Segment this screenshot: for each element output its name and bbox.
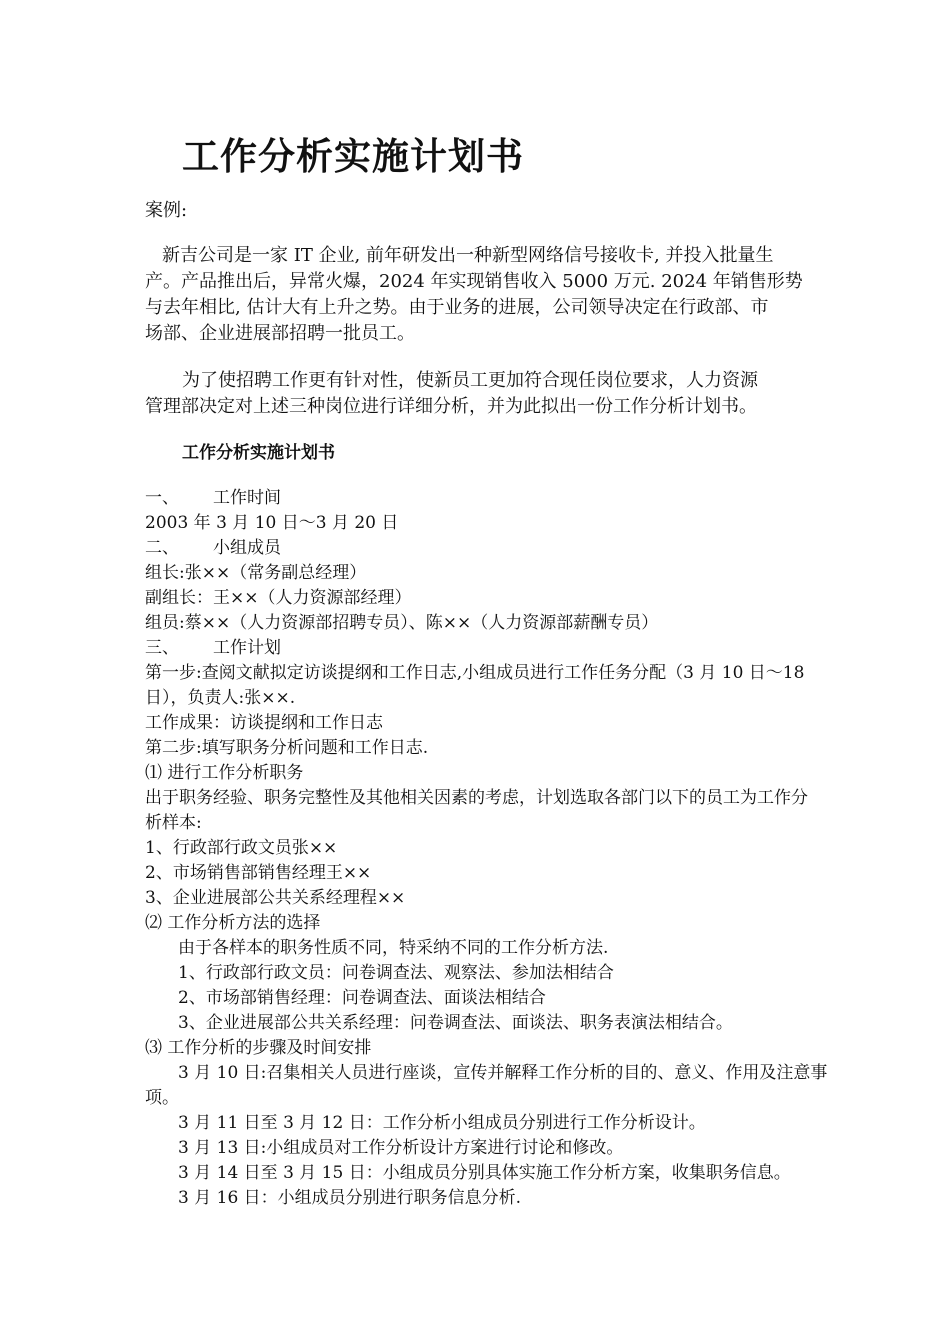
schedule-item: 3 月 13 日:小组成员对工作分析设计方案进行讨论和修改。 xyxy=(178,1138,624,1158)
method-item: 1、行政部行政文员：问卷调查法、观察法、参加法相结合 xyxy=(178,963,614,983)
sample-item: 3、企业进展部公共关系经理程×× xyxy=(145,888,406,908)
step1-line-2: 日），负责人:张××. xyxy=(145,688,296,708)
item1-heading: ⑴ 进行工作分析职务 xyxy=(145,763,304,783)
method-item: 2、市场部销售经理：问卷调查法、面谈法相结合 xyxy=(178,988,546,1008)
item1-text-2: 析样本: xyxy=(145,813,202,833)
work-result: 工作成果：访谈提纲和工作日志 xyxy=(145,713,383,733)
item1-text-1: 出于职务经验、职务完整性及其他相关因素的考虑，计划选取各部门以下的员工为工作分 xyxy=(145,788,808,808)
members-line: 组员:蔡××（人力资源部招聘专员）、陈××（人力资源部薪酬专员） xyxy=(145,613,659,633)
section-title: 工作时间 xyxy=(213,488,281,508)
purpose-line-2: 管理部决定对上述三种岗位进行详细分析，并为此拟出一份工作分析计划书。 xyxy=(145,396,757,417)
section-number: 一、 xyxy=(145,488,179,508)
sample-item: 2、市场销售部销售经理王×× xyxy=(145,863,372,883)
purpose-line-1: 为了使招聘工作更有针对性，使新员工更加符合现任岗位要求，人力资源 xyxy=(182,370,758,391)
section-heading-members xyxy=(145,536,811,562)
section-title: 小组成员 xyxy=(213,538,281,558)
schedule-item-1-line-2: 项。 xyxy=(145,1088,179,1108)
case-label: 案例: xyxy=(145,200,188,221)
schedule-item: 3 月 11 日至 3 月 12 日：工作分析小组成员分别进行工作分析设计。 xyxy=(178,1113,706,1133)
step1-line-1: 第一步:查阅文献拟定访谈提纲和工作日志,小组成员进行工作任务分配（3 月 10 日～18 xyxy=(145,663,805,683)
intro-line-2: 产。产品推出后，异常火爆，2024 年实现销售收入 5000 万元. 2024 年销售形势 xyxy=(145,271,803,292)
work-period: 2003 年 3 月 10 日～3 月 20 日 xyxy=(145,513,399,533)
schedule-item-1-line-1: 3 月 10 日:召集相关人员进行座谈，宣传并解释工作分析的目的、意义、作用及注意事 xyxy=(178,1063,828,1083)
sample-item: 1、行政部行政文员张×× xyxy=(145,838,338,858)
section-heading-time xyxy=(145,486,811,512)
intro-line-3: 与去年相比, 估计大有上升之势。由于业务的进展，公司领导决定在行政部、市 xyxy=(145,297,769,318)
schedule-item: 3 月 14 日至 3 月 15 日：小组成员分别具体实施工作分析方案，收集职务信息。 xyxy=(178,1163,791,1183)
schedule-item: 3 月 16 日：小组成员分别进行职务信息分析. xyxy=(178,1188,522,1208)
intro-line-1: 新吉公司是一家 IT 企业, 前年研发出一种新型网络信号接收卡, 并投入批量生 xyxy=(162,245,774,266)
item2-heading: ⑵ 工作分析方法的选择 xyxy=(145,913,321,933)
section-number: 三、 xyxy=(145,638,179,658)
item2-text: 由于各样本的职务性质不同，特采纳不同的工作分析方法. xyxy=(178,938,609,958)
intro-line-4: 场部、企业进展部招聘一批员工。 xyxy=(145,323,415,344)
document-title: 工作分析实施计划书 xyxy=(182,135,524,178)
section-title: 工作计划 xyxy=(213,638,281,658)
plan-subtitle: 工作分析实施计划书 xyxy=(182,443,335,463)
deputy-line: 副组长：王××（人力资源部经理） xyxy=(145,588,412,608)
method-item: 3、企业进展部公共关系经理：问卷调查法、面谈法、职务表演法相结合。 xyxy=(178,1013,733,1033)
section-heading-plan xyxy=(145,636,811,662)
leader-line: 组长:张××（常务副总经理） xyxy=(145,563,367,583)
step2-line: 第二步:填写职务分析问题和工作日志. xyxy=(145,738,429,758)
section-number: 二、 xyxy=(145,538,179,558)
item3-heading: ⑶ 工作分析的步骤及时间安排 xyxy=(145,1038,372,1058)
